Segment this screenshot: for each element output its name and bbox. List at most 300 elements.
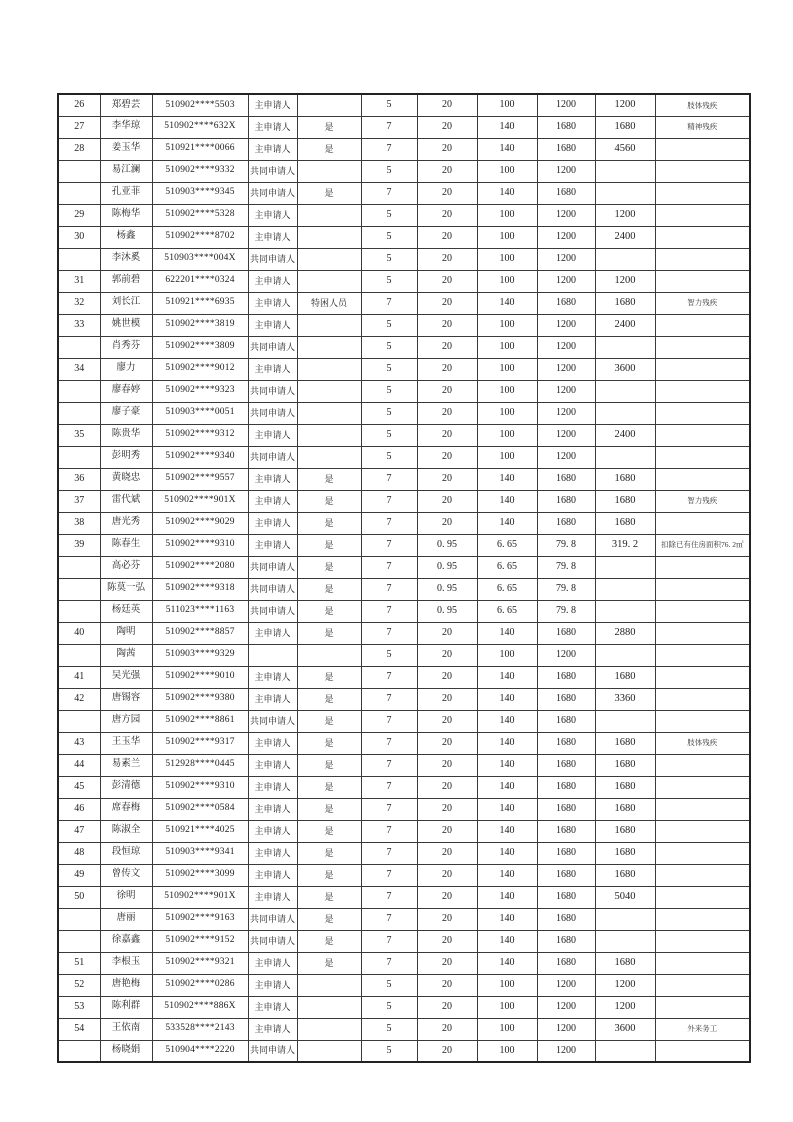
cell-value-4: 1200 [537,94,595,116]
cell-value-3: 100 [477,336,537,358]
cell-applicant-type: 主申请人 [248,974,297,996]
cell-amount: 3600 [595,358,655,380]
cell-remark [655,336,750,358]
cell-value-4: 1200 [537,248,595,270]
cell-name: 徐明 [100,886,152,908]
cell-applicant-type: 共同申请人 [248,930,297,952]
cell-value-4: 1200 [537,974,595,996]
cell-name: 李根玉 [100,952,152,974]
cell-special-status [297,424,361,446]
cell-applicant-type: 共同申请人 [248,402,297,424]
table-row [58,842,750,864]
cell-name: 彭明秀 [100,446,152,468]
cell-remark [655,138,750,160]
cell-value-1: 7 [361,930,417,952]
cell-applicant-type: 主申请人 [248,292,297,314]
cell-applicant-type: 主申请人 [248,754,297,776]
cell-applicant-type: 主申请人 [248,116,297,138]
cell-amount: 1680 [595,468,655,490]
cell-applicant-type: 共同申请人 [248,160,297,182]
cell-seq: 42 [58,688,100,710]
cell-applicant-type: 主申请人 [248,358,297,380]
cell-value-3: 100 [477,446,537,468]
cell-value-2: 20 [417,270,477,292]
cell-seq [58,644,100,666]
cell-value-2: 0. 95 [417,600,477,622]
cell-applicant-type: 主申请人 [248,138,297,160]
cell-remark [655,600,750,622]
cell-value-3: 140 [477,820,537,842]
cell-id-number: 510902****8857 [152,622,248,644]
cell-value-1: 5 [361,446,417,468]
cell-id-number: 510902****886X [152,996,248,1018]
cell-applicant-type: 主申请人 [248,842,297,864]
cell-seq: 34 [58,358,100,380]
cell-amount: 2880 [595,622,655,644]
cell-value-3: 100 [477,270,537,292]
cell-value-4: 79. 8 [537,600,595,622]
cell-special-status: 是 [297,622,361,644]
cell-remark: 智力残疾 [655,490,750,512]
cell-seq [58,380,100,402]
cell-applicant-type: 共同申请人 [248,336,297,358]
cell-applicant-type: 共同申请人 [248,1040,297,1062]
cell-remark: 肢体残疾 [655,732,750,754]
cell-name: 徐嘉鑫 [100,930,152,952]
cell-applicant-type: 共同申请人 [248,380,297,402]
cell-value-3: 140 [477,908,537,930]
cell-special-status: 是 [297,820,361,842]
cell-name: 廖力 [100,358,152,380]
cell-remark [655,446,750,468]
table-row [58,292,750,314]
cell-id-number: 510902****9380 [152,688,248,710]
cell-special-status [297,446,361,468]
cell-remark [655,820,750,842]
cell-name: 姚世模 [100,314,152,336]
cell-name: 唐锡容 [100,688,152,710]
cell-id-number: 510902****9010 [152,666,248,688]
cell-special-status: 是 [297,490,361,512]
cell-value-3: 100 [477,1018,537,1040]
cell-name: 彭清德 [100,776,152,798]
cell-value-1: 7 [361,534,417,556]
cell-value-3: 100 [477,204,537,226]
cell-seq: 51 [58,952,100,974]
cell-applicant-type: 共同申请人 [248,578,297,600]
cell-applicant-type: 主申请人 [248,666,297,688]
cell-amount: 1680 [595,864,655,886]
cell-value-1: 5 [361,974,417,996]
table-row [58,402,750,424]
cell-value-3: 140 [477,732,537,754]
cell-value-4: 1680 [537,490,595,512]
cell-id-number: 510903****0051 [152,402,248,424]
cell-amount [595,380,655,402]
cell-amount [595,908,655,930]
cell-value-1: 5 [361,1040,417,1062]
cell-remark [655,666,750,688]
cell-name: 孔亚菲 [100,182,152,204]
cell-id-number: 510903****004X [152,248,248,270]
cell-value-3: 100 [477,160,537,182]
cell-name: 肖秀芬 [100,336,152,358]
cell-seq: 30 [58,226,100,248]
cell-id-number: 510904****2220 [152,1040,248,1062]
cell-seq: 52 [58,974,100,996]
cell-value-1: 7 [361,556,417,578]
cell-value-4: 1680 [537,908,595,930]
cell-value-2: 20 [417,204,477,226]
cell-remark [655,974,750,996]
cell-id-number: 510902****901X [152,886,248,908]
cell-special-status [297,644,361,666]
cell-seq: 27 [58,116,100,138]
cell-value-2: 20 [417,94,477,116]
cell-seq: 32 [58,292,100,314]
cell-amount: 1200 [595,270,655,292]
cell-name: 高必芬 [100,556,152,578]
cell-seq: 43 [58,732,100,754]
cell-amount [595,644,655,666]
cell-remark: 外来务工 [655,1018,750,1040]
cell-amount [595,336,655,358]
cell-special-status [297,94,361,116]
cell-id-number: 510902****9029 [152,512,248,534]
cell-value-3: 100 [477,94,537,116]
cell-seq [58,402,100,424]
cell-value-2: 20 [417,688,477,710]
table-row [58,468,750,490]
cell-name: 曾传文 [100,864,152,886]
cell-name: 郑碧芸 [100,94,152,116]
cell-value-3: 100 [477,424,537,446]
cell-remark [655,776,750,798]
cell-id-number: 510902****9310 [152,776,248,798]
cell-id-number: 510903****9329 [152,644,248,666]
cell-value-4: 1680 [537,138,595,160]
cell-remark [655,886,750,908]
cell-name: 陈莫一弘 [100,578,152,600]
cell-value-2: 20 [417,1040,477,1062]
cell-amount: 3600 [595,1018,655,1040]
cell-value-1: 5 [361,160,417,182]
cell-seq [58,160,100,182]
cell-seq: 40 [58,622,100,644]
cell-value-2: 20 [417,248,477,270]
cell-amount: 1680 [595,116,655,138]
cell-remark [655,710,750,732]
cell-seq: 33 [58,314,100,336]
cell-value-1: 7 [361,688,417,710]
cell-value-2: 0. 95 [417,578,477,600]
cell-seq: 49 [58,864,100,886]
cell-id-number: 510902****9310 [152,534,248,556]
cell-special-status: 是 [297,908,361,930]
cell-seq: 36 [58,468,100,490]
cell-seq [58,930,100,952]
cell-remark [655,270,750,292]
cell-applicant-type: 主申请人 [248,314,297,336]
cell-amount: 1680 [595,798,655,820]
cell-id-number: 510903****9341 [152,842,248,864]
applicants-table-body [58,94,750,1062]
cell-special-status [297,314,361,336]
cell-value-3: 140 [477,138,537,160]
table-row [58,270,750,292]
cell-value-1: 7 [361,578,417,600]
cell-seq: 26 [58,94,100,116]
cell-applicant-type: 主申请人 [248,996,297,1018]
cell-applicant-type: 共同申请人 [248,556,297,578]
cell-id-number: 510902****9317 [152,732,248,754]
cell-amount: 4560 [595,138,655,160]
cell-id-number: 510902****5503 [152,94,248,116]
cell-value-4: 1200 [537,204,595,226]
cell-value-2: 0. 95 [417,534,477,556]
cell-value-4: 79. 8 [537,556,595,578]
cell-amount: 1680 [595,952,655,974]
cell-amount: 2400 [595,424,655,446]
cell-value-4: 1680 [537,798,595,820]
cell-value-3: 140 [477,666,537,688]
cell-name: 段恒琼 [100,842,152,864]
cell-name: 唐方园 [100,710,152,732]
cell-value-4: 1200 [537,160,595,182]
cell-value-2: 20 [417,336,477,358]
cell-id-number: 510902****2080 [152,556,248,578]
cell-special-status [297,204,361,226]
cell-special-status: 是 [297,600,361,622]
cell-value-4: 1200 [537,336,595,358]
cell-value-3: 140 [477,688,537,710]
cell-amount: 2400 [595,314,655,336]
cell-value-1: 5 [361,336,417,358]
cell-amount: 1680 [595,754,655,776]
cell-amount: 2400 [595,226,655,248]
cell-value-2: 20 [417,666,477,688]
cell-applicant-type: 共同申请人 [248,710,297,732]
cell-amount: 1680 [595,776,655,798]
cell-value-4: 1200 [537,424,595,446]
cell-seq: 44 [58,754,100,776]
cell-value-2: 20 [417,182,477,204]
cell-value-4: 1680 [537,710,595,732]
cell-value-2: 20 [417,226,477,248]
cell-value-2: 20 [417,160,477,182]
cell-value-3: 140 [477,842,537,864]
cell-name: 刘长江 [100,292,152,314]
cell-value-2: 20 [417,864,477,886]
cell-id-number: 510902****3809 [152,336,248,358]
cell-seq [58,248,100,270]
cell-amount: 1680 [595,512,655,534]
cell-id-number: 510902****9340 [152,446,248,468]
cell-remark [655,644,750,666]
table-row [58,952,750,974]
cell-applicant-type: 共同申请人 [248,446,297,468]
cell-name: 廖春婷 [100,380,152,402]
cell-value-2: 20 [417,930,477,952]
cell-remark [655,798,750,820]
cell-name: 唐丽 [100,908,152,930]
cell-id-number: 510902****9332 [152,160,248,182]
cell-value-1: 7 [361,600,417,622]
cell-applicant-type: 共同申请人 [248,600,297,622]
cell-amount [595,402,655,424]
table-row [58,930,750,952]
cell-remark [655,248,750,270]
applicants-table [57,93,751,1063]
cell-name: 李华琼 [100,116,152,138]
cell-id-number: 510902****632X [152,116,248,138]
cell-value-2: 20 [417,754,477,776]
cell-id-number: 510902****9321 [152,952,248,974]
table-row [58,666,750,688]
cell-remark [655,358,750,380]
cell-amount [595,1040,655,1062]
cell-value-2: 20 [417,798,477,820]
cell-value-4: 1680 [537,688,595,710]
cell-id-number: 510902****9318 [152,578,248,600]
cell-value-2: 20 [417,996,477,1018]
cell-name: 廖子豪 [100,402,152,424]
table-row [58,446,750,468]
table-row [58,336,750,358]
cell-value-3: 140 [477,512,537,534]
cell-applicant-type: 主申请人 [248,534,297,556]
cell-special-status: 是 [297,732,361,754]
cell-amount: 5040 [595,886,655,908]
cell-special-status: 是 [297,512,361,534]
cell-value-4: 79. 8 [537,534,595,556]
cell-value-4: 1200 [537,380,595,402]
table-row [58,380,750,402]
cell-special-status [297,270,361,292]
cell-remark [655,380,750,402]
cell-value-4: 1680 [537,842,595,864]
cell-special-status [297,380,361,402]
cell-applicant-type: 主申请人 [248,512,297,534]
cell-value-3: 100 [477,974,537,996]
cell-value-4: 1680 [537,776,595,798]
cell-remark [655,754,750,776]
cell-value-2: 20 [417,138,477,160]
cell-amount: 3360 [595,688,655,710]
cell-remark: 智力残疾 [655,292,750,314]
cell-amount: 319. 2 [595,534,655,556]
cell-applicant-type: 共同申请人 [248,908,297,930]
cell-seq: 28 [58,138,100,160]
cell-name: 杨廷英 [100,600,152,622]
cell-applicant-type: 主申请人 [248,490,297,512]
cell-id-number: 622201****0324 [152,270,248,292]
cell-remark [655,908,750,930]
cell-remark [655,930,750,952]
cell-value-2: 0. 95 [417,556,477,578]
cell-special-status: 是 [297,578,361,600]
cell-special-status: 是 [297,534,361,556]
cell-value-2: 20 [417,952,477,974]
cell-applicant-type: 共同申请人 [248,182,297,204]
cell-amount [595,248,655,270]
cell-value-3: 140 [477,798,537,820]
cell-value-4: 1200 [537,644,595,666]
cell-special-status [297,226,361,248]
cell-special-status: 是 [297,138,361,160]
cell-special-status: 是 [297,842,361,864]
table-row [58,578,750,600]
cell-amount: 1200 [595,996,655,1018]
cell-value-2: 20 [417,886,477,908]
cell-value-3: 140 [477,886,537,908]
cell-name: 陶茜 [100,644,152,666]
cell-seq [58,578,100,600]
cell-value-3: 140 [477,930,537,952]
cell-name: 吴光强 [100,666,152,688]
cell-name: 王依南 [100,1018,152,1040]
cell-value-3: 140 [477,292,537,314]
cell-value-1: 7 [361,182,417,204]
cell-amount [595,556,655,578]
table-row [58,1040,750,1062]
cell-name: 雷代斌 [100,490,152,512]
cell-value-4: 1680 [537,820,595,842]
cell-special-status [297,996,361,1018]
cell-special-status: 是 [297,688,361,710]
cell-value-1: 5 [361,1018,417,1040]
cell-special-status: 是 [297,710,361,732]
cell-amount: 1200 [595,94,655,116]
cell-name: 唐光秀 [100,512,152,534]
cell-name: 唐艳梅 [100,974,152,996]
cell-remark [655,688,750,710]
cell-applicant-type: 主申请人 [248,820,297,842]
cell-remark: 扣除已有住房面积76. 2㎡ [655,534,750,556]
cell-name: 易江澜 [100,160,152,182]
cell-id-number: 533528****2143 [152,1018,248,1040]
cell-id-number: 512928****0445 [152,754,248,776]
table-row [58,160,750,182]
cell-applicant-type: 主申请人 [248,270,297,292]
cell-value-2: 20 [417,292,477,314]
cell-value-2: 20 [417,116,477,138]
cell-id-number: 510902****8702 [152,226,248,248]
cell-value-4: 1200 [537,1040,595,1062]
cell-name: 郭前碧 [100,270,152,292]
cell-value-1: 7 [361,622,417,644]
cell-applicant-type [248,644,297,666]
cell-id-number: 510902****0286 [152,974,248,996]
cell-amount [595,446,655,468]
cell-value-3: 6. 65 [477,600,537,622]
cell-seq: 41 [58,666,100,688]
cell-value-1: 5 [361,314,417,336]
cell-value-2: 20 [417,424,477,446]
cell-value-3: 100 [477,248,537,270]
table-row [58,182,750,204]
cell-value-4: 1200 [537,358,595,380]
cell-value-3: 140 [477,468,537,490]
cell-amount: 1200 [595,204,655,226]
cell-value-1: 7 [361,952,417,974]
cell-value-4: 1680 [537,512,595,534]
cell-value-3: 140 [477,952,537,974]
cell-id-number: 510902****8861 [152,710,248,732]
cell-remark [655,996,750,1018]
cell-seq [58,710,100,732]
cell-value-4: 1200 [537,996,595,1018]
